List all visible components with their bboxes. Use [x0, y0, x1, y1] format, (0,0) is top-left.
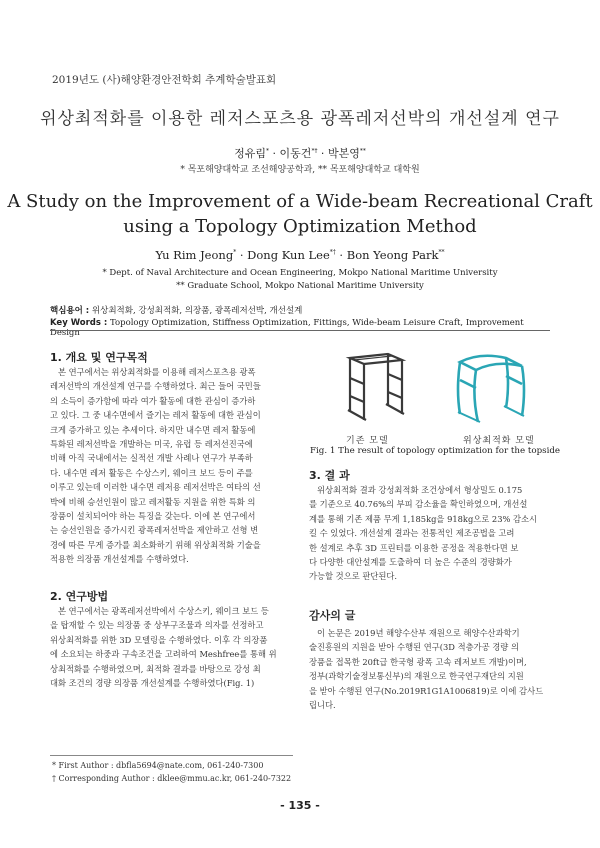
body-line: 다. 내수면 레저 활동은 수상스키, 웨이크 보드 등이 주를 — [50, 467, 253, 478]
affiliation-korean: * 목포해양대학교 조선해양공학과, ** 목포해양대학교 대학원 — [180, 165, 420, 175]
footnote-corresponding-author: † Corresponding Author : dklee@mmu.ac.kr, 061-240-7322 — [52, 774, 292, 783]
section-2-title: 2. 연구방법 — [50, 590, 109, 603]
body-line: 크게 증가하고 있는 추세이다. 하지만 내수면 레저 활동에 — [50, 424, 256, 435]
section-3-body — [309, 483, 551, 584]
page-number: - 135 - — [280, 799, 320, 812]
body-line: 특화된 레저선박을 개발하는 미국, 유럽 등 레저선진국에 — [50, 439, 253, 450]
body-line: 한 설계로 추후 3D 프린터를 이용한 공정을 적용한다면 보 — [309, 542, 519, 553]
body-line: 를 기준으로 40.76%의 부피 감소율을 확인하였으며, 개선설 — [309, 499, 528, 510]
paper-title-english — [0, 189, 600, 239]
figure-label-existing: 기존 모델 — [346, 436, 389, 446]
body-line: 술진흥원의 지원을 받아 수행된 연구(3D 적층가공 경량 의 — [309, 642, 519, 653]
acknowledgement-title: 감사의 글 — [309, 609, 356, 622]
affiliation-line: * Dept. of Naval Architecture and Ocean Engineering, Mokpo National Maritime University — [102, 268, 498, 278]
figure-1-illustration — [310, 350, 550, 430]
footnote-divider — [50, 755, 293, 756]
body-line: 을 받아 수행된 연구(No.2019R1G1A1006819)로 이에 감사드 — [309, 685, 544, 696]
author-separator: · — [317, 147, 328, 160]
author-name: Dong Kun Lee — [247, 248, 330, 262]
body-line: 이 논문은 2019년 해양수산부 재원으로 해양수산과학기 — [317, 628, 520, 638]
keywords-label: Key Words : — [50, 318, 108, 328]
affiliation-english — [0, 267, 600, 293]
paper-title-korean: 위상최적화를 이용한 레저스포츠용 광폭레저선박의 개선설계 연구 — [40, 109, 560, 129]
author-name: Yu Rim Jeong — [155, 248, 234, 262]
keywords-korean — [50, 304, 550, 316]
optimized-model-frame — [458, 356, 524, 422]
section-2-body — [50, 604, 293, 690]
body-line: 정부(과학기술정보통신부)의 재원으로 한국연구재단의 지원 — [309, 671, 524, 682]
body-line: 고 있다. 그 중 내수면에서 즐기는 레저 활동에 대한 관심이 — [50, 410, 261, 421]
body-line: 립니다. — [309, 700, 336, 711]
figure-label-optimized: 위상최적화 모델 — [463, 436, 535, 446]
authors-korean — [0, 145, 600, 161]
keywords-text: 위상최적화, 강성최적화, 의장품, 광폭레저선박, 개선설계 — [91, 306, 303, 316]
author-mark: ** — [438, 249, 445, 257]
existing-model-frame — [348, 354, 404, 420]
author-name: 정유림 — [234, 147, 267, 160]
acknowledgement-body — [309, 626, 551, 712]
section-1-body — [50, 365, 293, 567]
body-line: 의 소득이 증가함에 따라 여가 활동에 대한 관심이 증가하 — [50, 395, 256, 406]
body-line: 에 소요되는 하중과 구속조건을 고려하여 Meshfree를 통해 위 — [50, 649, 277, 660]
body-line: 는 승선인원을 증가시킨 광폭레저선박을 제안하고 선형 변 — [50, 525, 259, 536]
body-line: 다 다양한 대안설계를 도출하여 더 높은 수준의 경량화가 — [309, 557, 512, 568]
author-mark: * — [266, 147, 270, 155]
body-line: 을 탑재할 수 있는 의장품 중 상부구조물과 의자를 선정하고 — [50, 620, 264, 631]
body-line: 장품이 설치되어야 하는 특징을 갖는다. 이에 본 연구에서 — [50, 511, 256, 522]
body-line: 대화 조건의 경량 의장품 개선설계를 수행하였다(Fig. 1) — [50, 678, 255, 689]
body-line: 장품을 접목한 20ft급 한국형 광폭 고속 레저보트 개발)이며, — [309, 656, 527, 667]
author-name: 박본영 — [327, 147, 360, 160]
title-en-line: using a Topology Optimization Method — [123, 216, 477, 237]
author-mark: ** — [359, 147, 366, 155]
body-line: 적용한 의장품 개선설계를 수행하였다. — [50, 554, 189, 565]
author-name: 이동건 — [279, 147, 312, 160]
author-mark: *† — [311, 147, 318, 155]
body-line: 계를 통해 기존 제품 무게 1,185kg을 918kg으로 23% 감소시 — [309, 513, 538, 524]
footnote-first-author: * First Author : dbfla5694@nate.com, 061-240-7300 — [52, 761, 264, 770]
body-line: 본 연구에서는 광폭레저선박에서 수상스키, 웨이크 보드 등 — [58, 606, 269, 616]
body-line: 킬 수 있었다. 개선설계 결과는 전통적인 제조공법을 고려 — [309, 528, 515, 539]
keywords-text: Topology Optimization, Stiffness Optimization, Fittings, Wide-beam Leisure Craft, Improvement Design — [50, 318, 524, 338]
body-line: 이루고 있는데 이러한 내수면 레저용 레저선박은 여타의 선 — [50, 482, 261, 493]
affiliation-line: ** Graduate School, Mokpo National Maritime University — [176, 281, 424, 291]
body-line: 비해 아직 국내에서는 실적선 개발 사례나 연구가 부족하 — [50, 453, 253, 464]
figure-1-caption: Fig. 1 The result of topology optimization for the topside — [310, 446, 561, 456]
body-line: 가능할 것으로 판단된다. — [309, 571, 398, 582]
body-line: 위상최적화 결과 강성최적화 조건상에서 형상밀도 0.175 — [317, 485, 523, 495]
author-name: Bon Yeong Park — [346, 248, 439, 262]
body-line: 경에 따른 무게 증가를 최소화하기 위해 위상최적화 기술을 — [50, 539, 261, 550]
header-divider — [50, 330, 550, 331]
author-separator: · — [335, 248, 347, 262]
keywords-label: 핵심용어 : — [50, 306, 90, 316]
author-mark: * — [233, 249, 237, 257]
section-1-title: 1. 개요 및 연구목적 — [50, 351, 148, 364]
authors-english — [0, 248, 600, 262]
conference-header: 2019년도 (사)해양환경안전학회 추계학술발표회 — [52, 74, 277, 86]
body-line: 본 연구에서는 위상최적화를 이용해 레저스포츠용 광폭 — [58, 367, 256, 377]
figure-1 — [310, 350, 550, 430]
section-3-title: 3. 결 과 — [309, 469, 350, 482]
title-en-line: A Study on the Improvement of a Wide-beam Recreational Craft — [7, 191, 593, 212]
body-line: 박에 비해 승선인원이 많고 레저활동 지원을 위한 특화 의 — [50, 496, 256, 507]
author-separator: · — [236, 248, 248, 262]
keywords-english — [50, 318, 550, 338]
body-line: 위상최적화를 위한 3D 모델링을 수행하였다. 이후 각 의장품 — [50, 634, 268, 645]
author-separator: · — [269, 147, 280, 160]
body-line: 상최적화를 수행하였으며, 최적화 결과를 바탕으로 강성 최 — [50, 663, 261, 674]
body-line: 레저선박의 개선설계 연구를 수행하였다. 최근 들어 국민들 — [50, 381, 261, 392]
author-mark: *† — [329, 249, 336, 257]
